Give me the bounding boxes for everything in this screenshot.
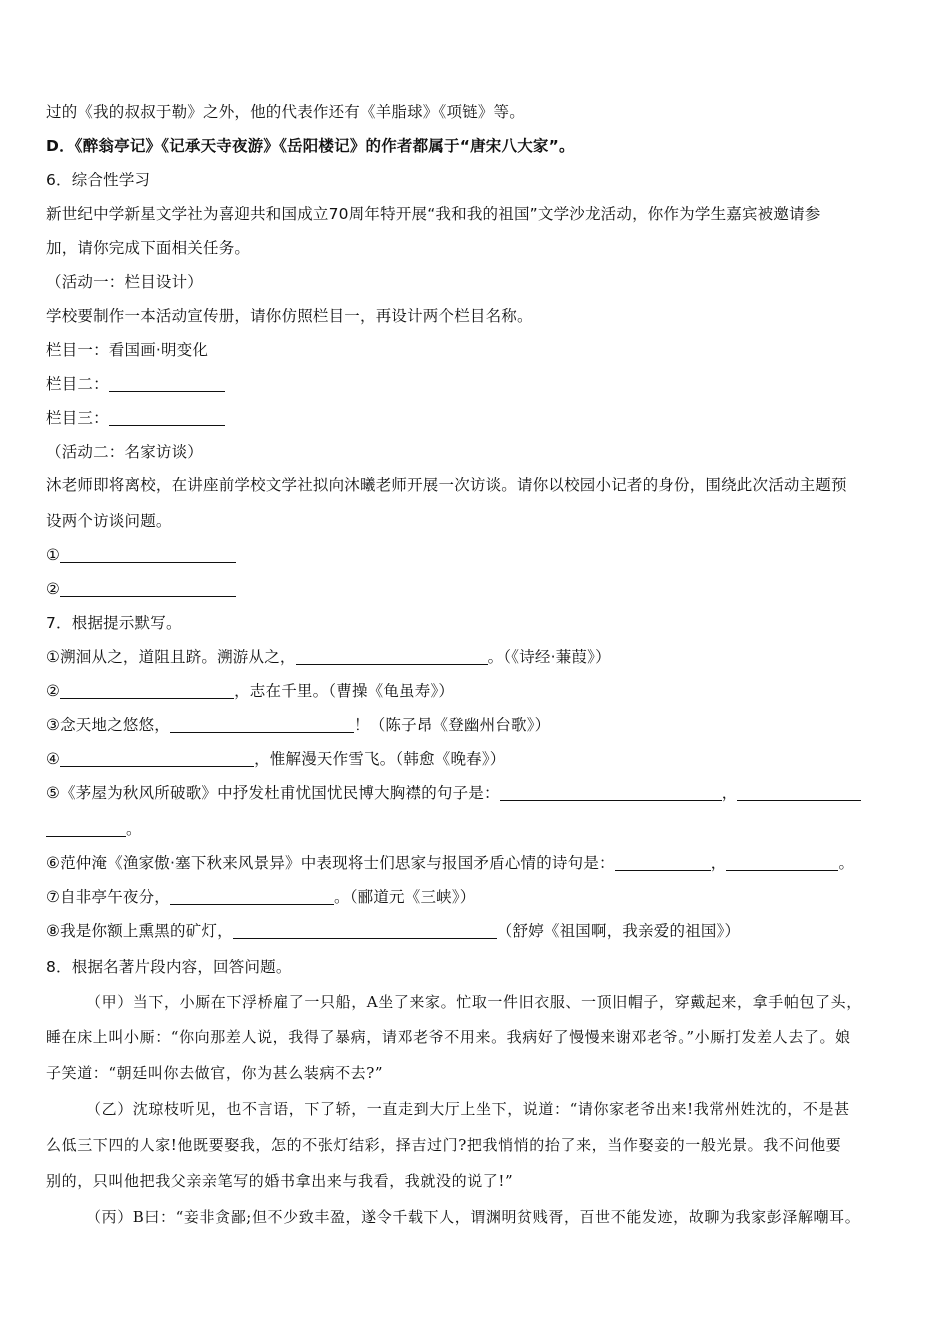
prompt-text: ⑦自非亭午夜分， [46,888,170,906]
source-text: ！（陈子昂《登幽州台歌》） [354,716,551,734]
item-number: ① [46,546,61,564]
recite-5 [46,782,861,804]
option-d: D．《醉翁亭记》《记承天寺夜游》《岳阳楼记》的作者都属于“唐宋八大家”。 [46,137,575,155]
recite-3 [46,714,550,736]
recite-5-continued [46,818,142,840]
source-text: 。（郦道元《三峡》） [334,888,476,906]
answer-blank[interactable] [60,750,254,767]
text-line: 沐老师即将离校，在讲座前学校文学社拟向沐曦老师开展一次访谈。请你以校园小记者的身份，围绕此次活动主题预 [46,476,847,494]
item-number: ② [46,580,61,598]
recite-7 [46,886,476,908]
answer-blank[interactable] [726,854,838,871]
answer-blank[interactable] [60,580,236,597]
recite-6 [46,852,854,874]
question-7-title: 7．根据提示默写。 [46,614,182,632]
separator: ， [710,854,727,872]
passage-jia: （甲）当下，小厮在下浮桥雇了一只船，A坐了来家。忙取一件旧衣服、一顶旧帽子，穿戴起来，拿手帕包了头， [86,993,862,1011]
item-number: ② [46,682,61,700]
answer-blank[interactable] [615,854,711,871]
passage-yi: （乙）沈琼枝听见，也不言语，下了轿，一直走到大厅上坐下，说道：“请你家老爷出来!我常州姓沈的，不是甚 [86,1100,850,1118]
column-2-label: 栏目二： [46,375,109,393]
column-1: 栏目一：看国画·明变化 [46,341,209,359]
answer-blank[interactable] [60,546,236,563]
question-6-title: 6．综合性学习 [46,171,151,189]
interview-q1 [46,544,236,566]
answer-blank[interactable] [170,716,354,733]
source-text: （舒婷《祖国啊，我亲爱的祖国》） [496,922,741,940]
passage-jia: 睡在床上叫小厮：“你向那差人说，我得了暴病，请邓老爷不用来。我病好了慢慢来谢邓老爷。”小厮打发差人去了。娘 [46,1028,851,1046]
answer-blank[interactable] [296,648,488,665]
answer-blank[interactable] [109,409,225,426]
answer-blank[interactable] [170,888,334,905]
prompt-text: ⑤《茅屋为秋风所破歌》中抒发杜甫忧国忧民博大胸襟的句子是： [46,784,500,802]
source-text: 。（《诗经·蒹葭》） [487,648,611,666]
column-3 [46,407,225,429]
text-line: 新世纪中学新星文学社为喜迎共和国成立70周年特开展“我和我的祖国”文学沙龙活动，你作为学生嘉宾被邀请参 [46,205,821,223]
separator: 。 [838,854,855,872]
separator: ， [721,784,738,802]
prompt-text: ①溯洄从之，道阻且跻。溯游从之， [46,648,296,666]
answer-blank[interactable] [500,784,722,801]
answer-blank[interactable] [109,375,225,392]
answer-blank[interactable] [60,682,234,699]
answer-blank[interactable] [233,922,497,939]
question-8-title: 8．根据名著片段内容，回答问题。 [46,958,292,976]
passage-jia: 子笑道：“朝廷叫你去做官，你为甚么装病不去?” [46,1064,384,1082]
prompt-text: ⑥范仲淹《渔家傲·塞下秋来风景异》中表现将士们思家与报国矛盾心情的诗句是： [46,854,615,872]
recite-4 [46,748,506,770]
passage-yi: 么低三下四的人家!他既要娶我，怎的不张灯结彩，择吉过门?把我悄悄的抬了来，当作娶妾的一般光景。我不问他要 [46,1136,842,1154]
prompt-text: ③念天地之悠悠， [46,716,170,734]
answer-blank[interactable] [46,820,126,837]
recite-8 [46,920,740,942]
passage-yi: 别的，只叫他把我父亲亲笔写的婚书拿出来与我看，我就没的说了!” [46,1172,514,1190]
interview-q2 [46,578,236,600]
text-line: 过的《我的叔叔于勒》之外，他的代表作还有《羊脂球》《项链》等。 [46,103,525,121]
prompt-text: ⑧我是你额上熏黑的矿灯， [46,922,233,940]
column-2 [46,373,225,395]
item-number: ④ [46,750,61,768]
text-line: 加，请你完成下面相关任务。 [46,239,251,257]
activity-2-heading: （活动二：名家访谈） [46,443,204,461]
column-3-label: 栏目三： [46,409,109,427]
activity-1-heading: （活动一：栏目设计） [46,273,204,291]
source-text: ，志在千里。（曹操《龟虽寿》） [234,682,455,700]
passage-bing: （丙）B曰：“妾非贪鄙;但不少致丰盈，遂令千载下人，谓渊明贫贱胥，百世不能发迹，故聊为我家彭泽解嘲耳。 [86,1208,861,1226]
text-line: 设两个访谈问题。 [46,512,172,530]
recite-2 [46,680,454,702]
separator: 。 [126,820,142,838]
text-line: 学校要制作一本活动宣传册，请你仿照栏目一，再设计两个栏目名称。 [46,307,533,325]
answer-blank[interactable] [737,784,861,801]
source-text: ，惟解漫天作雪飞。（韩愈《晚春》） [254,750,506,768]
recite-1 [46,646,611,668]
